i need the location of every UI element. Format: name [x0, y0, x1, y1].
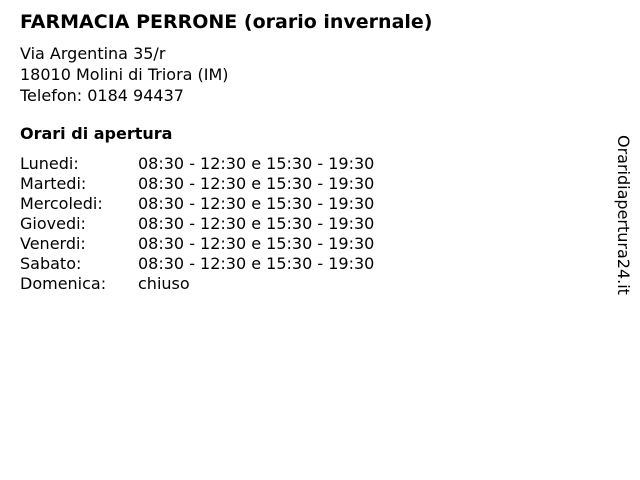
- time-value: 08:30 - 12:30 e 15:30 - 19:30: [138, 214, 375, 233]
- day-label: Mercoledi:: [20, 194, 103, 213]
- address-city: 18010 Molini di Triora (IM): [20, 65, 229, 84]
- hours-row-tuesday: [20, 174, 374, 194]
- time-value: 08:30 - 12:30 e 15:30 - 19:30: [138, 154, 375, 173]
- day-label: Venerdi:: [20, 234, 86, 253]
- hours-row-friday: [20, 234, 374, 254]
- hours-row-thursday: [20, 214, 374, 234]
- hours-row-wednesday: [20, 194, 374, 214]
- opening-hours-table: [20, 154, 374, 294]
- time-value: 08:30 - 12:30 e 15:30 - 19:30: [138, 174, 375, 193]
- day-label: Giovedi:: [20, 214, 86, 233]
- day-label: Lunedi:: [20, 154, 79, 173]
- opening-hours-heading: Orari di apertura: [20, 124, 173, 143]
- day-label: Sabato:: [20, 254, 82, 273]
- day-label: Domenica:: [20, 274, 107, 293]
- hours-row-monday: [20, 154, 374, 174]
- page-title: FARMACIA PERRONE (orario invernale): [20, 11, 433, 33]
- day-label: Martedi:: [20, 174, 87, 193]
- time-value: 08:30 - 12:30 e 15:30 - 19:30: [138, 234, 375, 253]
- site-watermark: Oraridiapertura24.it: [614, 135, 633, 295]
- address-block: [20, 43, 229, 106]
- hours-row-saturday: [20, 254, 374, 274]
- phone-number: Telefon: 0184 94437: [20, 86, 184, 105]
- time-value: 08:30 - 12:30 e 15:30 - 19:30: [138, 194, 375, 213]
- time-value: 08:30 - 12:30 e 15:30 - 19:30: [138, 254, 375, 273]
- address-street: Via Argentina 35/r: [20, 44, 166, 63]
- time-value: chiuso: [138, 274, 190, 293]
- hours-row-sunday: [20, 274, 374, 294]
